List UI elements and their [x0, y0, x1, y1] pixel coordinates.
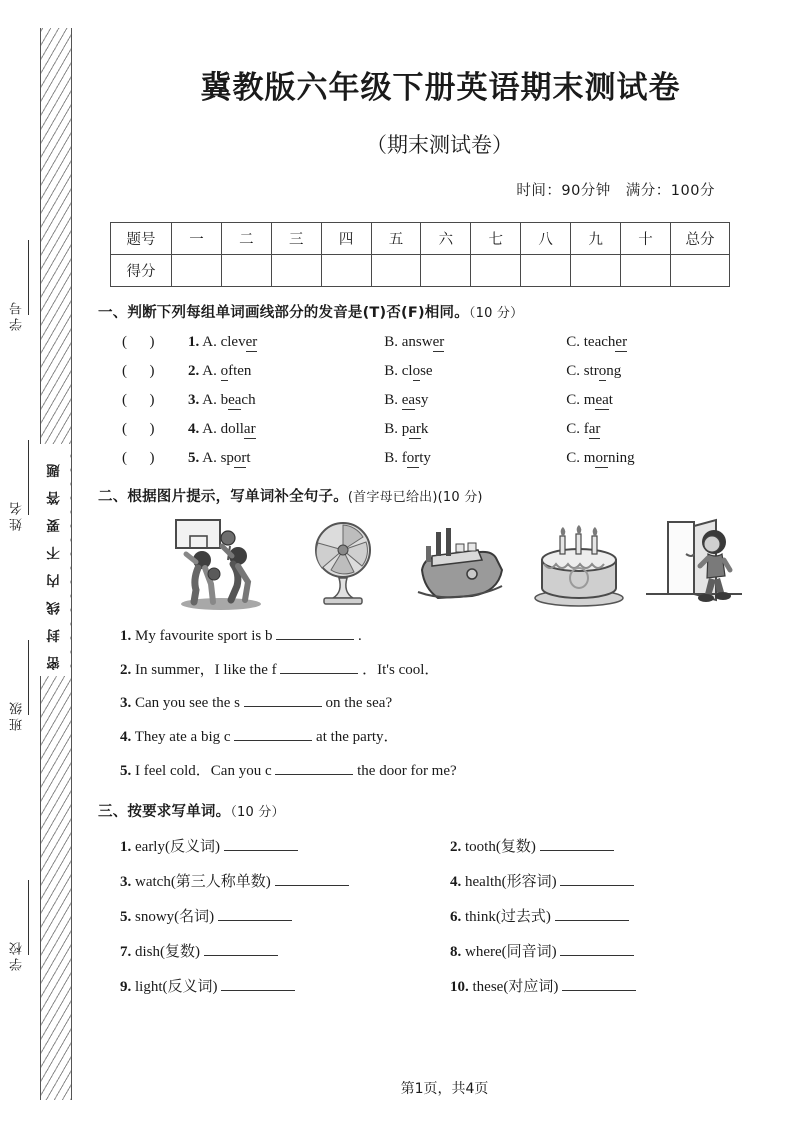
fill-sentence-5	[96, 759, 793, 780]
word-blank-10[interactable]	[562, 976, 636, 991]
basketball-picture	[166, 516, 284, 612]
option-a-3[interactable]: A. beach	[202, 392, 256, 408]
score-cell-5[interactable]	[371, 255, 421, 287]
sentence-text-after-5: the door for me?	[357, 763, 457, 779]
option-b-1[interactable]: B. answer	[384, 334, 445, 350]
word-blank-4[interactable]	[560, 871, 634, 886]
word-blank-8[interactable]	[560, 941, 634, 956]
question-row-1	[96, 334, 793, 351]
col-header-5: 五	[371, 223, 421, 255]
score-cell-1[interactable]	[172, 255, 222, 287]
section-1-points: （10 分）	[468, 306, 524, 321]
sentence-text-after-3: on the sea?	[325, 695, 393, 711]
word-form-grid	[96, 835, 793, 996]
sentence-number-5: 5.	[120, 763, 132, 779]
word-prompt-4: health(形容词)	[465, 874, 557, 890]
sentence-number-1: 1.	[120, 628, 132, 644]
row-label-score: 得分	[111, 255, 172, 287]
word-item-7	[120, 940, 450, 961]
question-number-1: 1.	[188, 334, 200, 350]
sentence-text-after-2: ．It's cool．	[362, 662, 440, 678]
word-form-row-2	[120, 870, 793, 891]
col-header-10: 十	[621, 223, 671, 255]
score-cell-9[interactable]	[571, 255, 621, 287]
section-3-title: 三、按要求写单词。	[98, 804, 231, 820]
section-1-heading	[98, 301, 793, 322]
student-info-column	[6, 0, 40, 1122]
answer-bracket-2[interactable]: ( )	[122, 363, 155, 379]
word-number-2: 2.	[450, 839, 462, 855]
section-2-heading	[98, 485, 793, 506]
score-cell-8[interactable]	[521, 255, 571, 287]
answer-blank-1[interactable]	[276, 625, 354, 640]
word-form-row-3	[120, 905, 793, 926]
col-header-7: 七	[471, 223, 521, 255]
score-cell-6[interactable]	[421, 255, 471, 287]
word-number-7: 7.	[120, 944, 132, 960]
word-prompt-10: these(对应词)	[472, 979, 559, 995]
sentence-text-after-4: at the party．	[316, 729, 399, 745]
option-b-3[interactable]: B. easy	[384, 392, 429, 408]
score-cell-3[interactable]	[271, 255, 321, 287]
sentence-text-before-2: In summer，I like the f	[135, 662, 277, 678]
word-prompt-2: tooth(复数)	[465, 839, 536, 855]
answer-bracket-5[interactable]: ( )	[122, 450, 155, 466]
table-row-question-numbers	[111, 223, 730, 255]
option-c-4[interactable]: C. far	[566, 421, 601, 437]
page-title: 冀教版六年级下册英语期末测试卷	[200, 70, 681, 106]
word-item-9	[120, 975, 450, 996]
word-blank-9[interactable]	[221, 976, 295, 991]
option-b-5[interactable]: B. forty	[384, 450, 431, 466]
option-a-1[interactable]: A. clever	[202, 334, 258, 350]
question-row-4	[96, 421, 793, 438]
question-row-2	[96, 363, 793, 380]
col-header-6: 六	[421, 223, 471, 255]
section-2-points: (首字母已给出)(10 分)	[347, 490, 483, 505]
answer-blank-4[interactable]	[234, 726, 312, 741]
word-blank-1[interactable]	[224, 836, 298, 851]
ship-picture	[402, 516, 520, 612]
question-row-3	[96, 392, 793, 409]
section-3-points: （10 分）	[230, 805, 285, 820]
score-cell-2[interactable]	[221, 255, 271, 287]
word-blank-5[interactable]	[218, 906, 292, 921]
option-c-5[interactable]: C. morning	[566, 450, 635, 466]
score-cell-7[interactable]	[471, 255, 521, 287]
word-number-4: 4.	[450, 874, 462, 890]
answer-blank-3[interactable]	[244, 692, 322, 707]
fill-sentence-3	[96, 692, 793, 712]
section-2-title: 二、根据图片提示，写单词补全句子。	[98, 489, 348, 505]
answer-bracket-3[interactable]: ( )	[122, 392, 155, 408]
section-3-heading	[98, 800, 793, 821]
option-b-4[interactable]: B. park	[384, 421, 429, 437]
student-id-line[interactable]	[28, 240, 29, 315]
sentence-number-4: 4.	[120, 729, 132, 745]
page-footer: 第1页，共4页	[400, 1081, 489, 1097]
col-header-3: 三	[271, 223, 321, 255]
school-label: 学校	[8, 936, 27, 974]
word-item-6	[450, 905, 780, 926]
sentence-text-before-3: Can you see the s	[135, 695, 240, 711]
electric-fan-picture	[284, 516, 402, 612]
word-blank-2[interactable]	[540, 836, 614, 851]
col-header-2: 二	[221, 223, 271, 255]
table-row-scores	[111, 255, 730, 287]
col-header-total: 总分	[671, 223, 730, 255]
word-prompt-1: early(反义词)	[135, 839, 220, 855]
col-header-9: 九	[571, 223, 621, 255]
word-number-8: 8.	[450, 944, 462, 960]
sentence-text-before-5: I feel cold．Can you c	[135, 763, 272, 779]
word-blank-6[interactable]	[555, 906, 629, 921]
option-b-2[interactable]: B. close	[384, 363, 433, 379]
score-cell-total[interactable]	[671, 255, 730, 287]
page-subtitle: （期末测试卷）	[366, 133, 513, 157]
row-label-question: 题号	[111, 223, 172, 255]
word-number-9: 9.	[120, 979, 132, 995]
school-line[interactable]	[28, 880, 29, 955]
sentence-number-3: 3.	[120, 695, 132, 711]
exam-page	[96, 0, 793, 1122]
word-form-row-4	[120, 940, 793, 961]
score-cell-10[interactable]	[621, 255, 671, 287]
col-header-1: 一	[172, 223, 222, 255]
exam-meta: 时间：90分钟 满分：100分	[516, 183, 715, 199]
picture-prompt-row	[166, 516, 766, 612]
sentence-number-2: 2.	[120, 662, 132, 678]
sentence-text-after-1: .	[357, 628, 362, 644]
word-prompt-8: where(同音词)	[465, 944, 557, 960]
class-line[interactable]	[28, 640, 29, 715]
word-item-1	[120, 835, 450, 856]
word-prompt-9: light(反义词)	[135, 979, 218, 995]
word-prompt-3: watch(第三人称单数)	[135, 874, 271, 890]
fill-sentence-2	[96, 658, 793, 679]
option-a-4[interactable]: A. dollar	[202, 421, 256, 437]
option-a-2[interactable]: A. often	[202, 363, 252, 379]
seal-vertical-text	[40, 360, 70, 760]
fill-sentence-4	[96, 725, 793, 746]
question-number-3: 3.	[188, 392, 200, 408]
word-number-10: 10.	[450, 979, 469, 995]
boy-door-picture	[638, 516, 756, 612]
option-a-5[interactable]: A. sport	[202, 450, 251, 466]
answer-blank-5[interactable]	[275, 760, 353, 775]
option-c-3[interactable]: C. meat	[566, 392, 613, 408]
word-form-row-5	[120, 975, 793, 996]
question-row-5	[96, 450, 793, 467]
seal-vertical-label: 密封线内不要答题	[40, 444, 70, 676]
section-1-title: 一、判断下列每组单词画线部分的发音是(T)否(F)相同。	[98, 305, 469, 321]
word-item-2	[450, 835, 780, 856]
question-number-2: 2.	[188, 363, 200, 379]
word-number-5: 5.	[120, 909, 132, 925]
word-prompt-7: dish(复数)	[135, 944, 200, 960]
question-number-5: 5.	[188, 450, 200, 466]
student-id-label: 学号	[8, 296, 27, 334]
student-name-label: 姓名	[8, 496, 27, 534]
word-item-3	[120, 870, 450, 891]
class-label: 班级	[8, 696, 27, 734]
word-item-4	[450, 870, 780, 891]
score-cell-4[interactable]	[321, 255, 371, 287]
word-blank-7[interactable]	[204, 941, 278, 956]
answer-blank-2[interactable]	[280, 659, 358, 674]
word-blank-3[interactable]	[275, 871, 349, 886]
seal-margin	[0, 0, 96, 1122]
word-item-10	[450, 975, 780, 996]
word-item-8	[450, 940, 780, 961]
answer-bracket-4[interactable]: ( )	[122, 421, 155, 437]
word-form-row-1	[120, 835, 793, 856]
fill-sentence-1	[96, 625, 793, 645]
word-prompt-5: snowy(名词)	[135, 909, 215, 925]
word-item-5	[120, 905, 450, 926]
score-table	[110, 222, 730, 287]
sentence-text-before-4: They ate a big c	[134, 729, 231, 745]
birthday-cake-picture	[520, 516, 638, 612]
word-number-6: 6.	[450, 909, 462, 925]
col-header-8: 八	[521, 223, 571, 255]
question-number-4: 4.	[188, 421, 200, 437]
student-name-line[interactable]	[28, 440, 29, 515]
word-number-3: 3.	[120, 874, 132, 890]
word-number-1: 1.	[120, 839, 132, 855]
word-prompt-6: think(过去式)	[465, 909, 551, 925]
answer-bracket-1[interactable]: ( )	[122, 334, 155, 350]
sentence-text-before-1: My favourite sport is b	[135, 628, 273, 644]
option-c-1[interactable]: C. teacher	[566, 334, 628, 350]
col-header-4: 四	[321, 223, 371, 255]
option-c-2[interactable]: C. strong	[566, 363, 622, 379]
